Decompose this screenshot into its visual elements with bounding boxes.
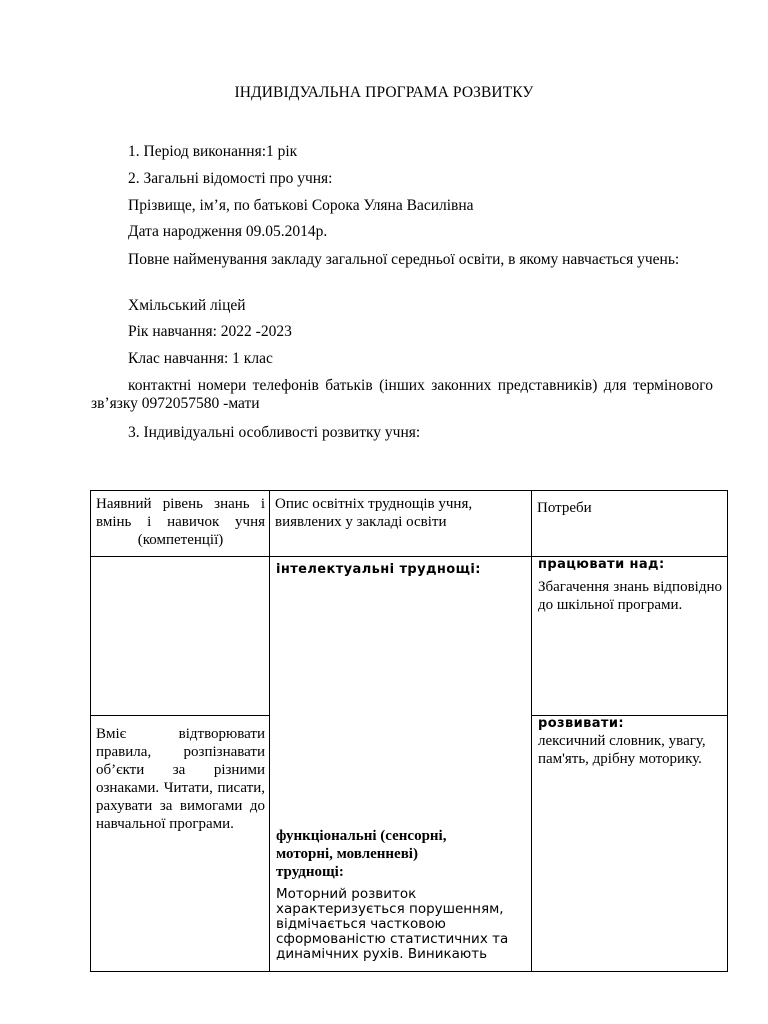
competences-text: Вміє відтворювати правила, розпізнавати об’єкти за різними ознаками. Читати, писати, рахувати за вимогами до навчальної програми. [96, 726, 265, 833]
table-row [91, 557, 728, 716]
develop-cell [532, 716, 728, 972]
class-line: Клас навчання: 1 клас [128, 350, 273, 367]
competences-empty-cell [91, 557, 270, 716]
table-header-row [91, 491, 728, 557]
institution-name: Хмільський ліцей [128, 297, 246, 314]
section3-heading: 3. Індивідуальні особливості розвитку учня: [128, 424, 421, 441]
intellectual-difficulties-label: інтелектуальні труднощі: [276, 562, 481, 577]
work-on-label: працювати над: [538, 557, 665, 572]
document-title: ІНДИВІДУАЛЬНА ПРОГРАМА РОЗВИТКУ [234, 84, 534, 101]
general-info-heading: 2. Загальні відомості про учня: [128, 170, 333, 187]
functional-difficulties-text: Моторний розвиток характеризується порушенням, відмічається частковою сформованістю статистичних та динамічних рухів. Виникають [276, 886, 509, 962]
study-year-line: Рік навчання: 2022 -2023 [128, 323, 292, 340]
difficulties-cell [270, 557, 532, 972]
header-cell-competences: Наявний рівень знань і вмінь і навичок учня (компетенції) [91, 491, 270, 557]
birth-date-line: Дата народження 09.05.2014р. [128, 223, 328, 240]
work-on-text: Збагачення знань відповідно до шкільної програми. [538, 579, 722, 613]
header-cell-needs: Потреби [532, 491, 728, 557]
contacts-paragraph: контактні номери телефонів батьків (інших законних представників) для термінового зв’язку 0972057580 -мати [91, 377, 713, 412]
competences-cell [91, 716, 270, 972]
functional-difficulties-label: функціональні (сенсорні, моторні, мовленневі) труднощі: [276, 828, 447, 880]
institution-label: Повне найменування закладу загальної середньої освіти, в якому навчається учень: [128, 251, 680, 268]
period-line: 1. Період виконання:1 рік [128, 143, 298, 160]
develop-label: розвивати: [538, 716, 624, 732]
student-name-line: Прізвище, ім’я, по батькові Сорока Уляна Василівна [128, 197, 474, 214]
work-on-cell [532, 557, 728, 716]
header-cell-difficulties: Опис освітніх труднощів учня, виявлених у закладі освіти [270, 491, 532, 557]
develop-text: лексичний словник, увагу, пам'ять, дрібну моторику. [538, 733, 706, 768]
development-table [90, 490, 728, 972]
